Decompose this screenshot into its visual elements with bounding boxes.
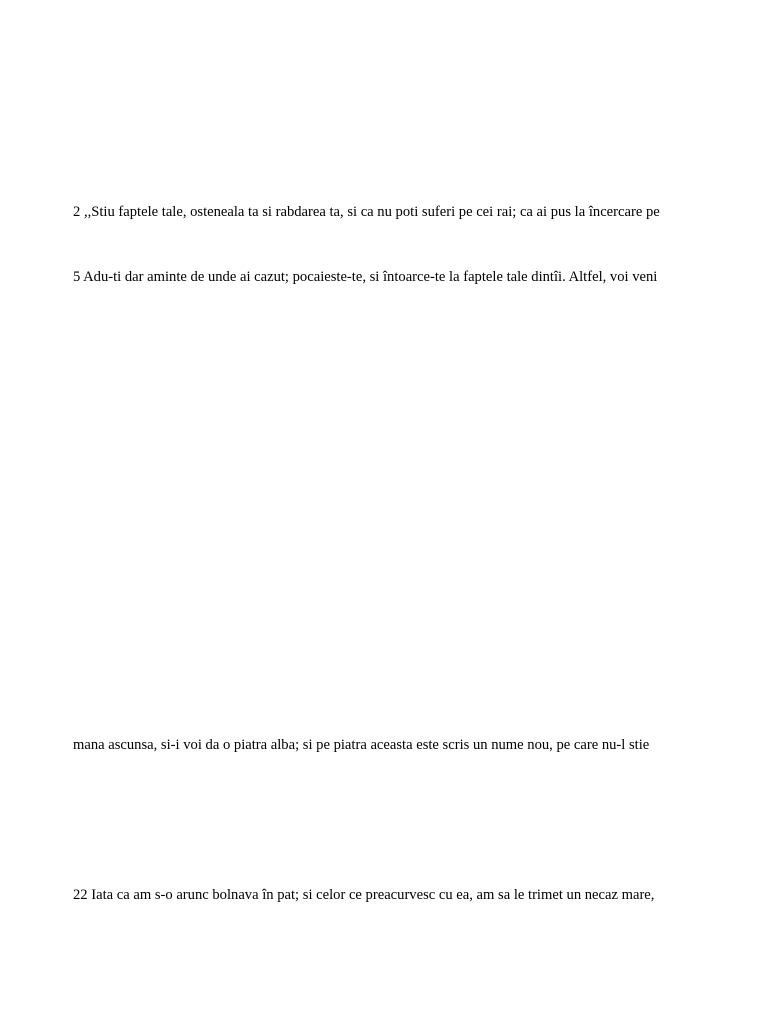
text-line: 5 Adu-ti dar aminte de unde ai cazut; pocaieste-te, si întoarce-te la faptele tale dintîi. Altfel, voi veni xyxy=(73,269,658,285)
text-line: 2 ,,Stiu faptele tale, osteneala ta si rabdarea ta, si ca nu poti suferi pe cei rai; ca ai pus la încercare pe xyxy=(73,204,660,220)
text-line: mana ascunsa, si-i voi da o piatra alba; si pe piatra aceasta este scris un nume nou, pe care nu-l stie xyxy=(73,737,650,753)
text-line: 22 Iata ca am s-o arunc bolnava în pat; si celor ce preacurvesc cu ea, am sa le trimet un necaz mare, xyxy=(73,887,655,903)
